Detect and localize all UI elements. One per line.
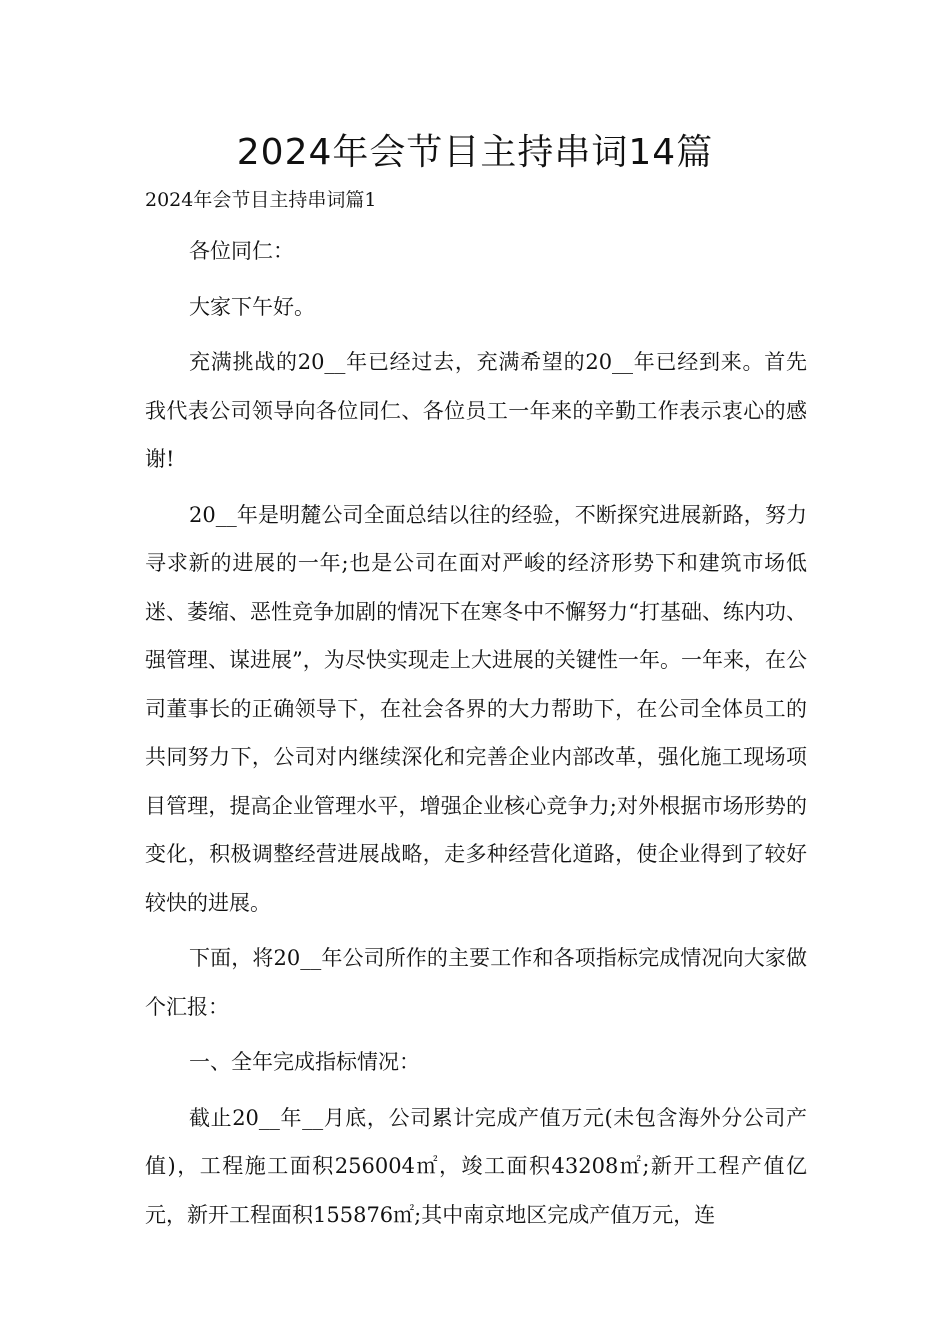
paragraph-thanks: 充满挑战的20__年已经过去，充满希望的20__年已经到来。首先我代表公司领导向各位同仁、各位员工一年来的辛勤工作表示衷心的感谢! (145, 350, 807, 471)
paragraph-section-one: 一、全年完成指标情况： (189, 1050, 420, 1074)
document-body (145, 180, 807, 1239)
paragraph-year-review: 20__年是明麓公司全面总结以往的经验，不断探究进展新路，努力寻求新的进展的一年;也是公司在面对严峻的经济形势下和建筑市场低迷、萎缩、恶性竞争加剧的情况下在寒冬中不懈努力“打基础、练内功、强管理、谋进展”，为尽快实现走上大进展的关键性一年。一年来，在公司董事长的正确领导下，在社会各界的大力帮助下，在公司全体员工的共同努力下，公司对内继续深化和完善企业内部改革，强化施工现场项目管理，提高企业管理水平，增强企业核心竞争力;对外根据市场形势的变化，积极调整经营进展战略，走多种经营化道路，使企业得到了较好较快的进展。 (145, 502, 807, 915)
document-title: 2024年会节目主持串词14篇 (236, 132, 714, 173)
section-heading: 2024年会节目主持串词篇1 (145, 189, 377, 211)
paragraph-indicators: 截止20__年__月底，公司累计完成产值万元(未包含海外分公司产值)，工程施工面积256004㎡，竣工面积43208㎡;新开工程产值亿元，新开工程面积155876㎡;其中南京地区完成产值万元，连 (145, 1105, 807, 1227)
paragraph-good-afternoon: 大家下午好。 (189, 294, 315, 319)
paragraph-greeting: 各位同仁： (189, 239, 294, 263)
paragraph-report-intro: 下面，将20__年公司所作的主要工作和各项指标完成情况向大家做个汇报： (145, 946, 807, 1019)
